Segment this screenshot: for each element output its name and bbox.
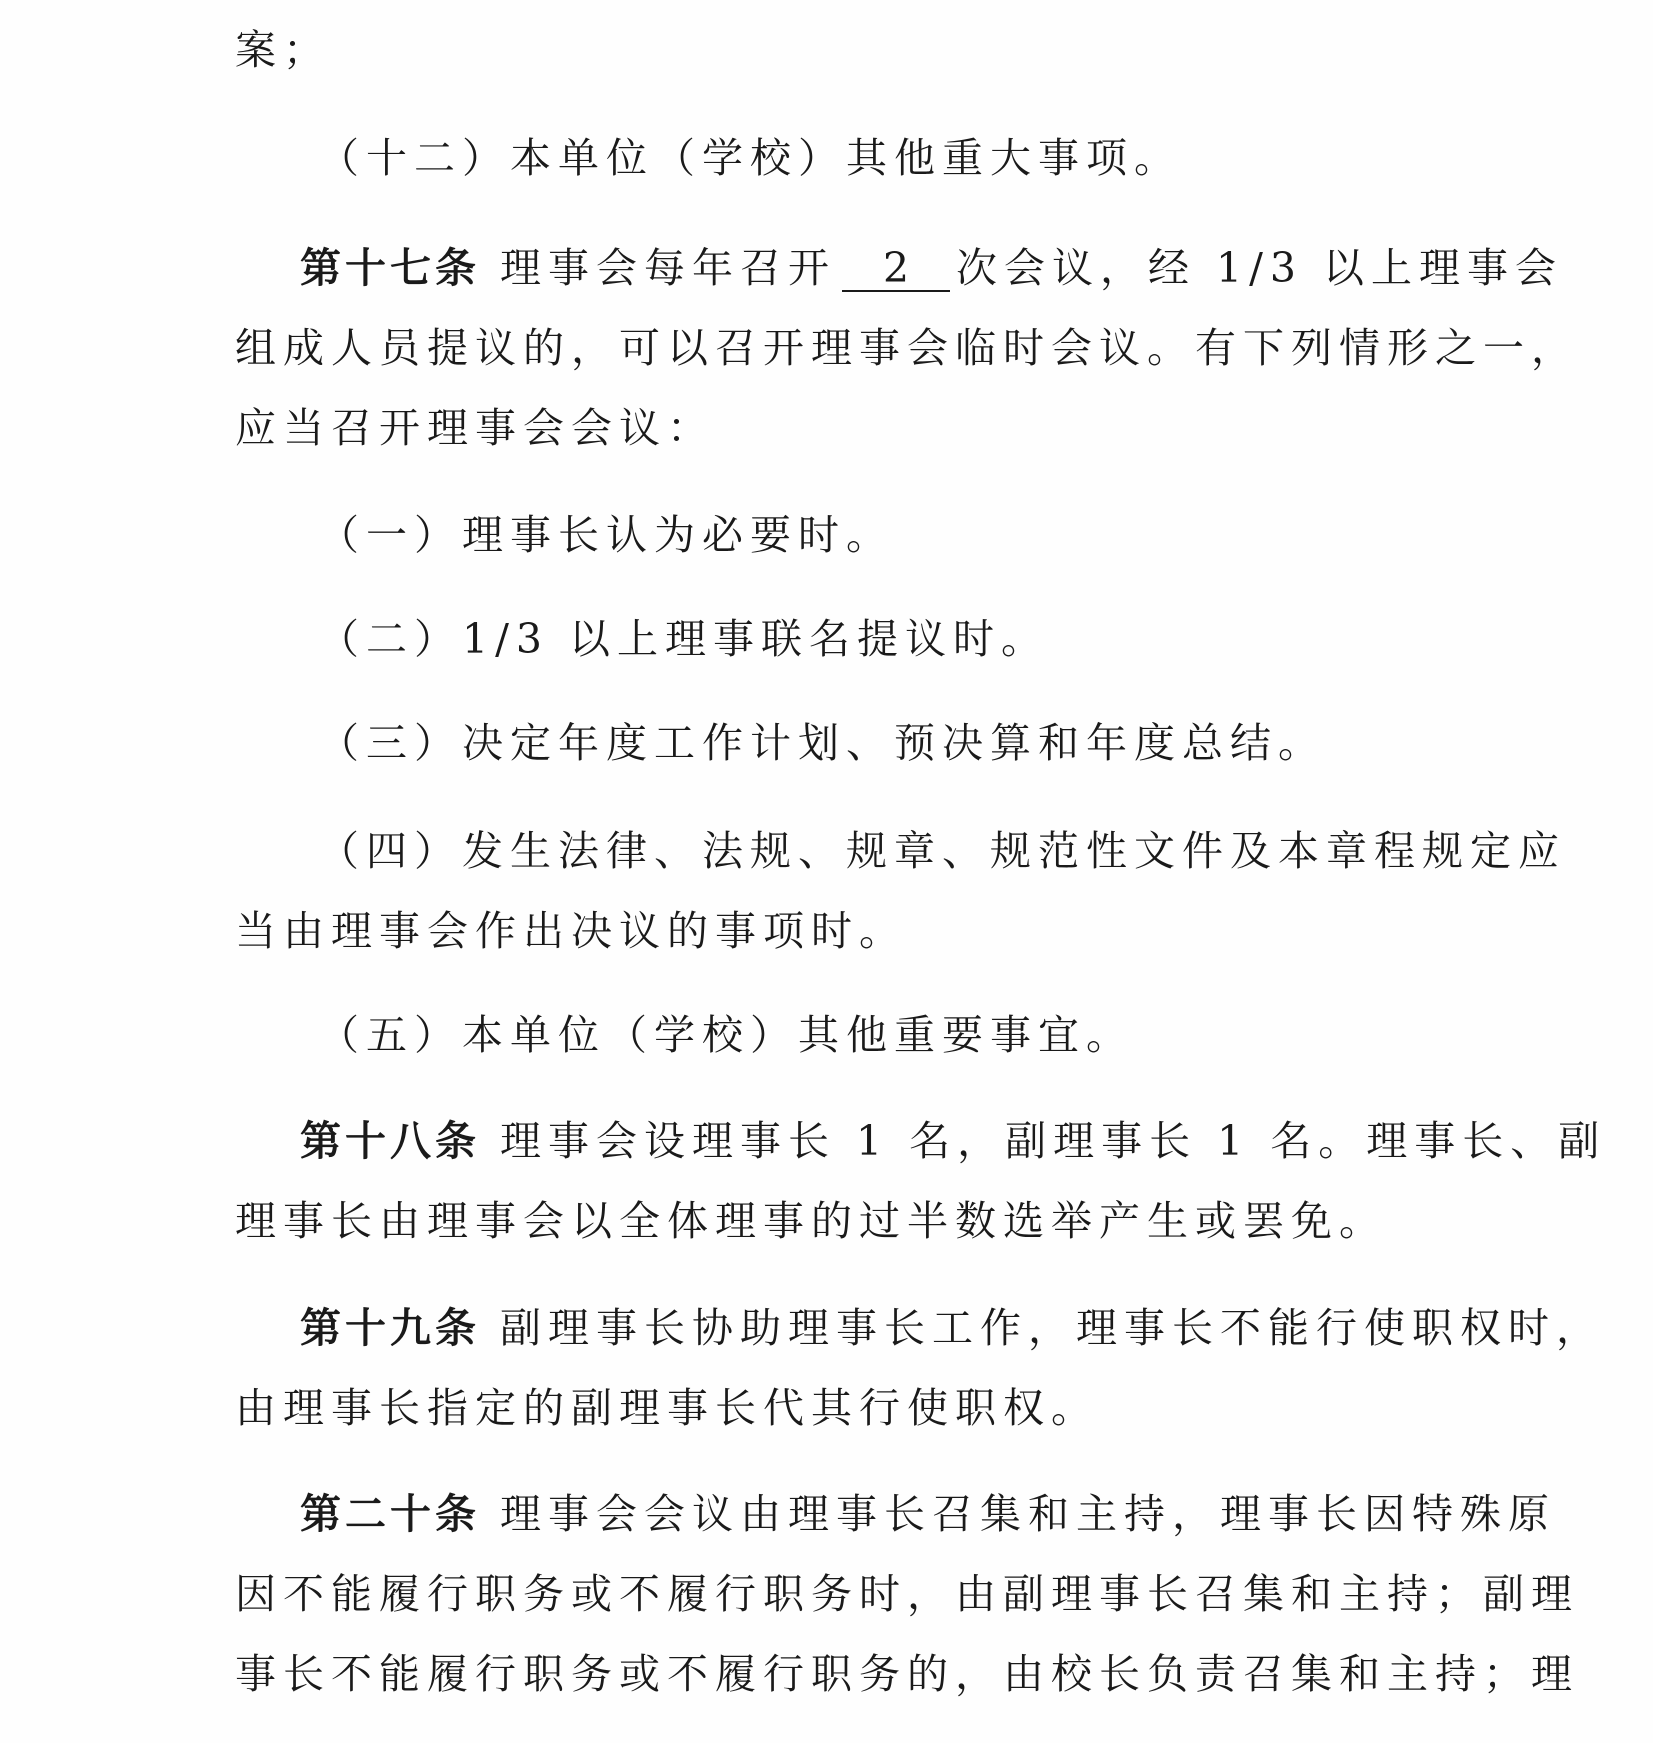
article-text: 理事会设理事长 1 名，副理事长 1 名。理事长、副 — [500, 1117, 1607, 1165]
article-text: 次会议，经 1/3 以上理事会 — [956, 244, 1564, 292]
list-item-5: （五）本单位（学校）其他重要事宜。 — [318, 1011, 1134, 1059]
text-line: 事长不能履行职务或不履行职务的，由校长负责召集和主持；理 — [235, 1650, 1579, 1698]
article-17 — [300, 243, 1563, 293]
list-item-4: （四）发生法律、法规、规章、规范性文件及本章程规定应 — [318, 827, 1566, 875]
article-label: 第二十条 — [300, 1490, 480, 1538]
list-item-3: （三）决定年度工作计划、预决算和年度总结。 — [318, 719, 1326, 767]
text-line: 由理事长指定的副理事长代其行使职权。 — [235, 1384, 1099, 1432]
article-19 — [300, 1303, 1604, 1353]
fill-in-blank: 2 — [842, 246, 950, 292]
article-label: 第十七条 — [300, 244, 480, 292]
list-item-2: （二）1/3 以上理事联名提议时。 — [318, 615, 1050, 663]
article-text: 副理事长协助理事长工作，理事长不能行使职权时， — [500, 1304, 1604, 1352]
article-text: 理事会每年召开 — [500, 244, 836, 292]
article-label: 第十九条 — [300, 1304, 480, 1352]
article-text: 理事会会议由理事长召集和主持，理事长因特殊原 — [500, 1490, 1556, 1538]
text-line: 因不能履行职务或不履行职务时，由副理事长召集和主持；副理 — [235, 1570, 1579, 1618]
list-item-1: （一）理事长认为必要时。 — [318, 511, 894, 559]
list-item-12: （十二）本单位（学校）其他重大事项。 — [318, 134, 1182, 182]
text-line: 案； — [235, 26, 331, 74]
article-label: 第十八条 — [300, 1117, 480, 1165]
text-line: 理事长由理事会以全体理事的过半数选举产生或罢免。 — [235, 1197, 1387, 1245]
text-line: 组成人员提议的，可以召开理事会临时会议。有下列情形之一， — [235, 324, 1579, 372]
article-18 — [300, 1116, 1606, 1166]
article-20 — [300, 1489, 1556, 1539]
text-line: 当由理事会作出决议的事项时。 — [235, 907, 907, 955]
text-line: 应当召开理事会会议： — [235, 404, 715, 452]
